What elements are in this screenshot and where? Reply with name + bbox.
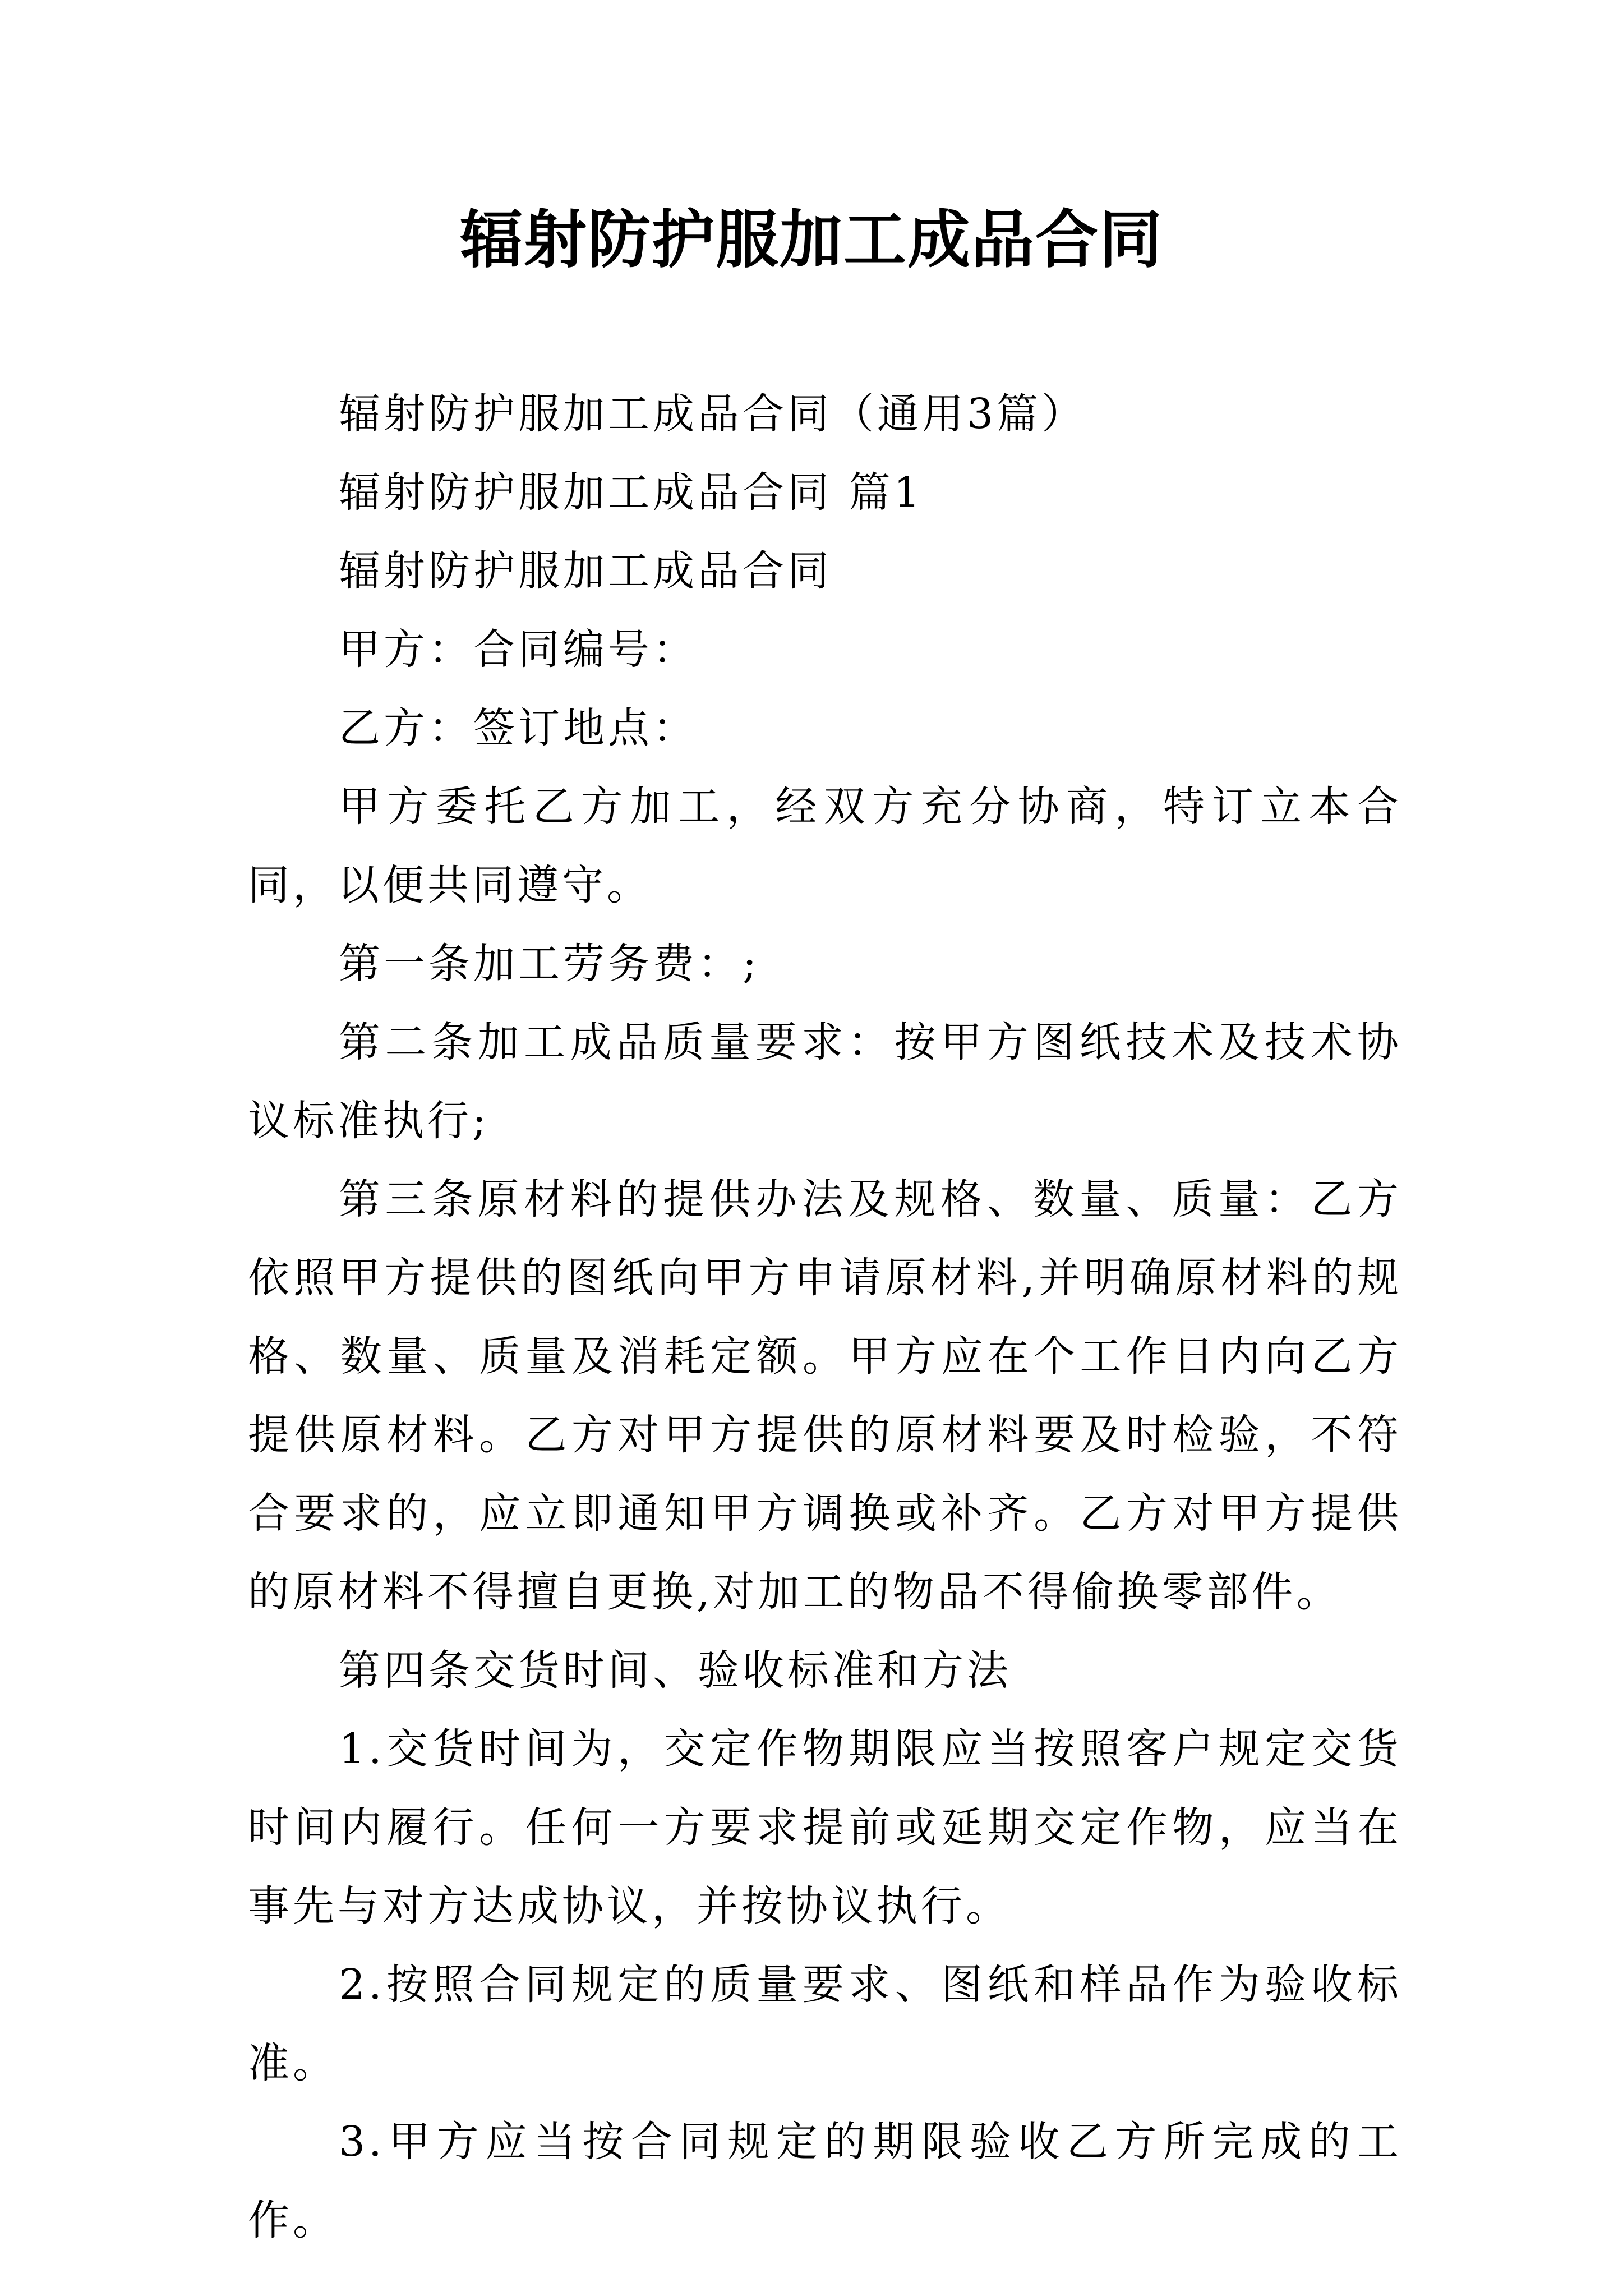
paragraph-article-1: 第一条加工劳务费：; [339, 940, 760, 988]
paragraph-subtitle: 辐射防护服加工成品合同（通用3篇） [339, 390, 1087, 438]
paragraph-item-1: 1.交货时间为，交定作物期限应当按照客户规定交货时间内履行。任何一方要求提前或延期交定作物，应当在事先与对方达成协议，并按协议执行。 [248, 1725, 1402, 1930]
paragraph-item-3: 3.甲方应当按合同规定的期限验收乙方所完成的工作。 [248, 2118, 1402, 2244]
paragraph-article-3: 第三条原材料的提供办法及规格、数量、质量：乙方依照甲方提供的图纸向甲方申请原材料,并明确原材料的规格、数量、质量及消耗定额。甲方应在个工作日内向乙方提供原材料。乙方对甲方提供的原材料要及时检验，不符合要求的，应立即通知甲方调换或补齐。乙方对甲方提供的原材料不得擅自更换,对加工的物品不得偷换零部件。 [248, 1175, 1402, 1616]
paragraph-article-2: 第二条加工成品质量要求：按甲方图纸技术及技术协议标准执行; [248, 1018, 1402, 1145]
paragraph-article-4: 第四条交货时间、验收标准和方法 [339, 1646, 1012, 1695]
paragraph-contract-name: 辐射防护服加工成品合同 [339, 547, 832, 595]
paragraph-item-2: 2.按照合同规定的质量要求、图纸和样品作为验收标准。 [248, 1961, 1402, 2087]
paragraph-party-b: 乙方：签订地点： [339, 704, 698, 752]
document-body [248, 375, 1402, 2260]
document-title: 辐射防护服加工成品合同 [460, 203, 1163, 277]
paragraph-preamble: 甲方委托乙方加工，经双方充分协商，特订立本合同，以便共同遵守。 [248, 783, 1402, 909]
paragraph-party-a: 甲方：合同编号： [339, 625, 698, 674]
paragraph-section-heading: 辐射防护服加工成品合同 篇1 [339, 468, 924, 517]
